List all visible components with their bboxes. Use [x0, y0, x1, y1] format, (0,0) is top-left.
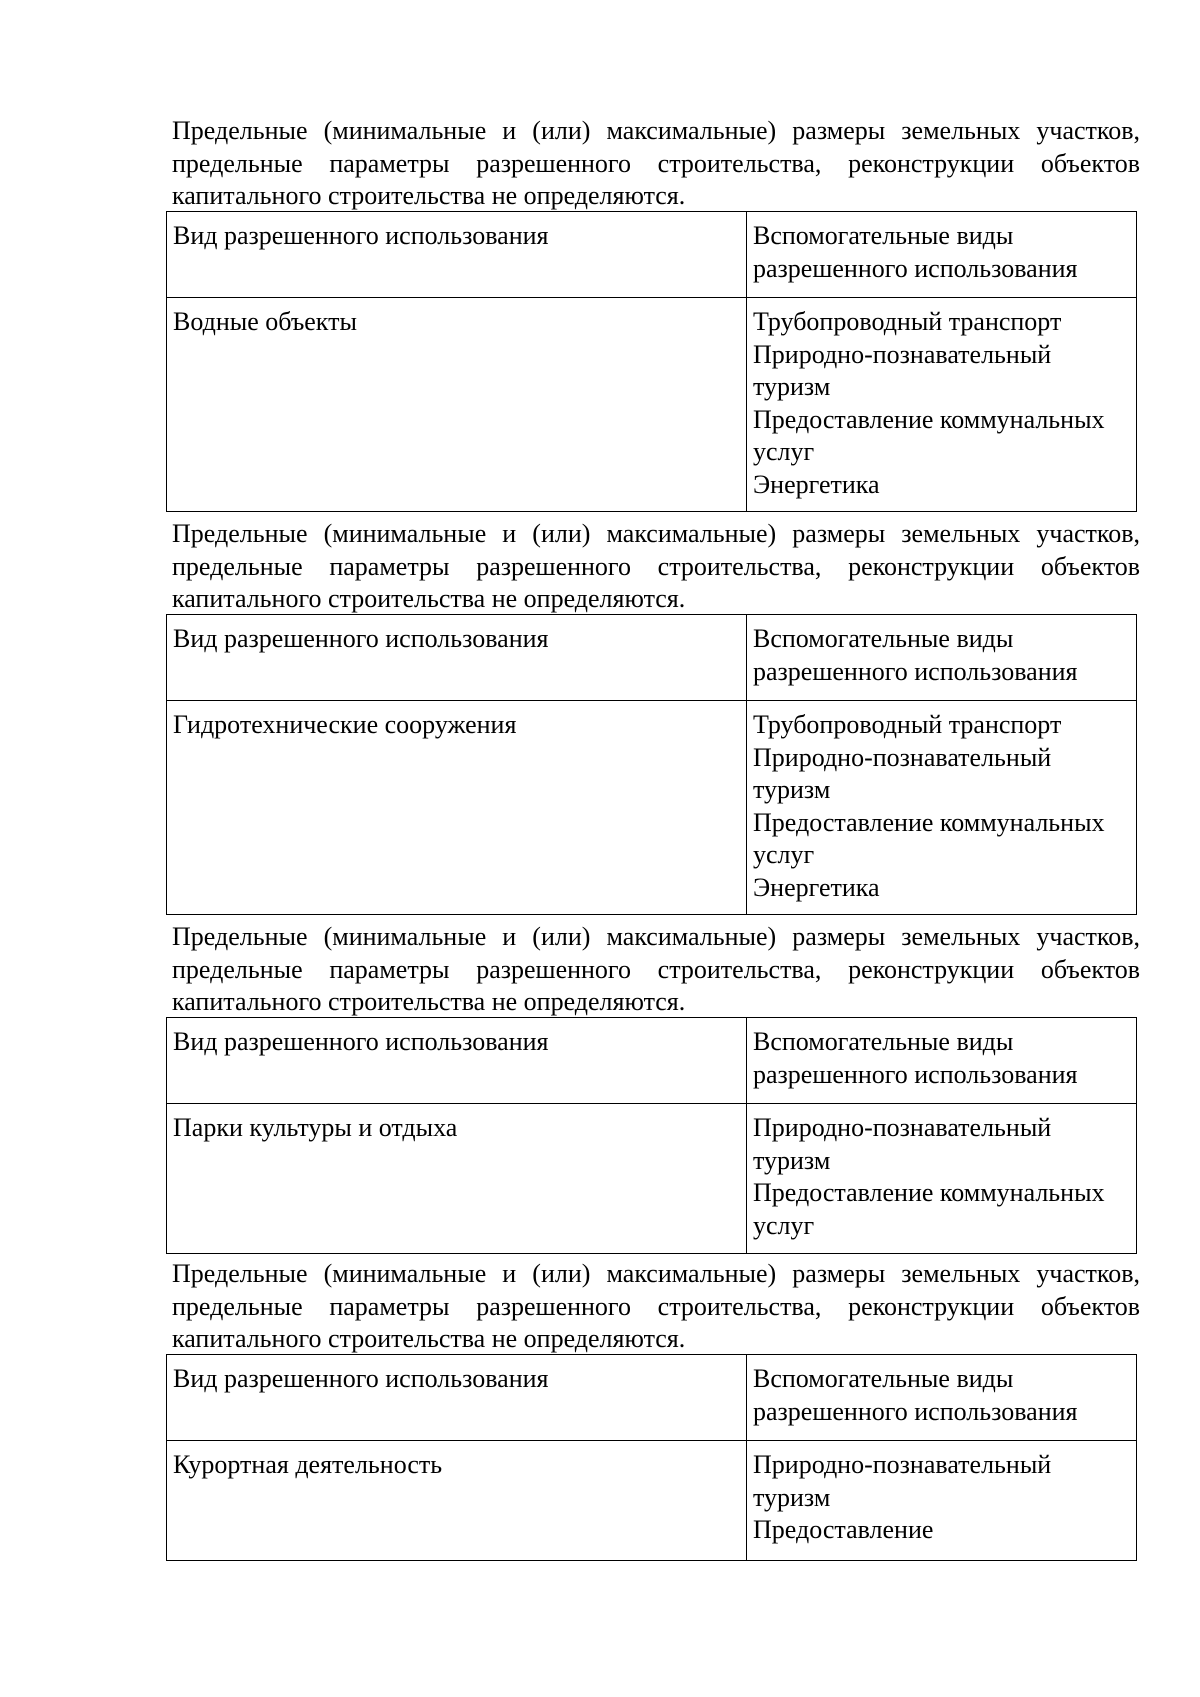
use-types-table	[166, 1017, 1137, 1254]
table-row	[167, 298, 1137, 512]
use-types-table	[166, 211, 1137, 512]
limits-paragraph: Предельные (минимальные и (или) максимальные) размеры земельных участков, предельные параметры разрешенного строительства, реконструкции объектов капитального строительства не определяются.	[172, 519, 1140, 613]
auxiliary-use-cell	[747, 1104, 1137, 1254]
table-row	[167, 701, 1137, 915]
auxiliary-use-item: Трубопроводный транспорт	[753, 710, 1062, 739]
auxiliary-use-item: Природно-познавательный туризм	[753, 1450, 1052, 1512]
auxiliary-use-item: Предоставление коммунальных услуг	[753, 807, 1105, 869]
limits-paragraph: Предельные (минимальные и (или) максимальные) размеры земельных участков, предельные параметры разрешенного строительства, реконструкции объектов капитального строительства не определяются.	[172, 922, 1140, 1016]
auxiliary-use-cell	[747, 298, 1137, 512]
table-header-row	[167, 1355, 1137, 1441]
auxiliary-use-item: Природно-познавательный туризм	[753, 1113, 1052, 1175]
auxiliary-use-item: Природно-познавательный туризм	[753, 339, 1052, 401]
table-row	[167, 1441, 1137, 1561]
auxiliary-use-item: Природно-познавательный туризм	[753, 742, 1052, 804]
header-auxiliary-use: Вспомогательные виды разрешенного использования	[747, 212, 1137, 298]
header-auxiliary-use: Вспомогательные виды разрешенного использования	[747, 1018, 1137, 1104]
header-main-use: Вид разрешенного использования	[167, 212, 747, 298]
auxiliary-use-item: Энергетика	[753, 469, 880, 499]
table-row	[167, 1104, 1137, 1254]
use-types-table	[166, 614, 1137, 915]
table-header-row	[167, 212, 1137, 298]
table-header-row	[167, 1018, 1137, 1104]
header-main-use: Вид разрешенного использования	[167, 615, 747, 701]
auxiliary-use-item: Предоставление коммунальных услуг	[753, 404, 1105, 466]
limits-paragraph: Предельные (минимальные и (или) максимальные) размеры земельных участков, предельные параметры разрешенного строительства, реконструкции объектов капитального строительства не определяются.	[172, 116, 1140, 210]
header-main-use: Вид разрешенного использования	[167, 1018, 747, 1104]
header-auxiliary-use: Вспомогательные виды разрешенного использования	[747, 615, 1137, 701]
main-use-cell: Парки культуры и отдыха	[167, 1104, 747, 1254]
auxiliary-use-item: Трубопроводный транспорт	[753, 307, 1062, 336]
auxiliary-use-item: Предоставление коммунальных услуг	[753, 1178, 1105, 1240]
table-header-row	[167, 615, 1137, 701]
header-auxiliary-use: Вспомогательные виды разрешенного использования	[747, 1355, 1137, 1441]
limits-paragraph: Предельные (минимальные и (или) максимальные) размеры земельных участков, предельные параметры разрешенного строительства, реконструкции объектов капитального строительства не определяются.	[172, 1259, 1140, 1353]
use-types-table	[166, 1354, 1137, 1561]
main-use-cell: Водные объекты	[167, 298, 747, 512]
auxiliary-use-cell	[747, 1441, 1137, 1561]
auxiliary-use-item: Энергетика	[753, 872, 880, 902]
main-use-cell: Курортная деятельность	[167, 1441, 747, 1561]
main-use-cell: Гидротехнические сооружения	[167, 701, 747, 915]
auxiliary-use-cell	[747, 701, 1137, 915]
auxiliary-use-item: Предоставление	[753, 1515, 934, 1544]
header-main-use: Вид разрешенного использования	[167, 1355, 747, 1441]
